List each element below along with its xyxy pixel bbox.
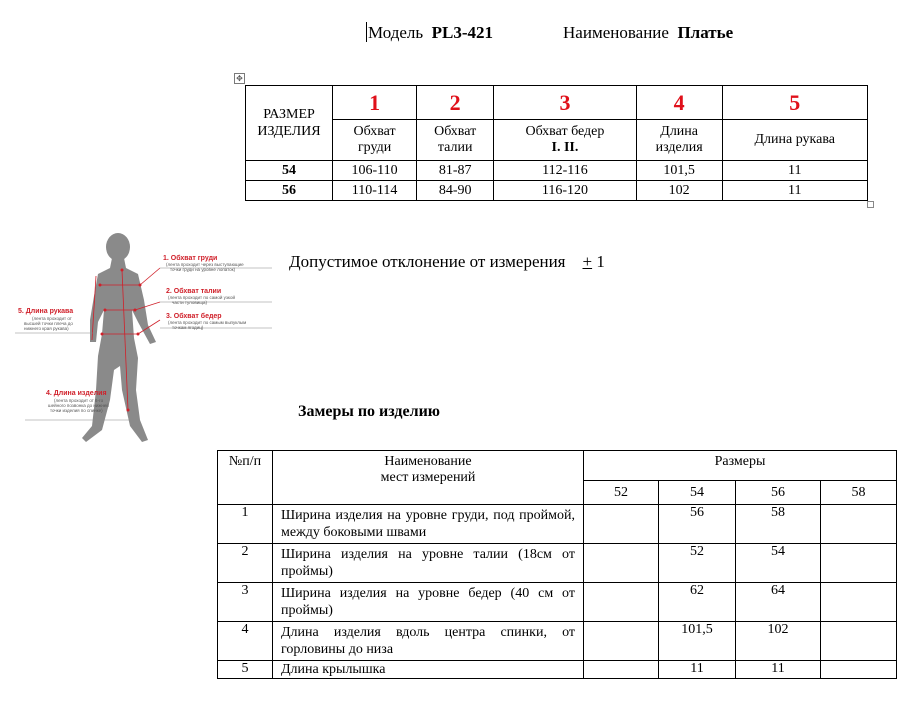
col-label-sleeve: Длина рукава xyxy=(722,120,868,161)
size-row xyxy=(246,161,868,181)
svg-text:точки изделия по спинке): точки изделия по спинке) xyxy=(50,408,103,413)
measurement-figure xyxy=(10,230,280,450)
col-number-5: 5 xyxy=(722,86,868,120)
svg-text:высшей точки плеча до: высшей точки плеча до xyxy=(24,321,73,326)
value-cell: 106-110 xyxy=(333,161,417,181)
value-cell: 102 xyxy=(636,181,722,201)
size-cell: 56 xyxy=(246,181,333,201)
value-cell: 11 xyxy=(722,181,868,201)
value-cell: 81-87 xyxy=(417,161,494,181)
value-cell: 84-90 xyxy=(417,181,494,201)
value-cell: 116-120 xyxy=(494,181,637,201)
table-row: 4 Длина изделия вдоль центра спинки, от горловины до низа 101,5 102 xyxy=(218,622,897,661)
figure-label-sleeve: 5. Длина рукава xyxy=(18,308,74,315)
table-row: 2 Ширина изделия на уровне талии (18см от проймы) 52 54 xyxy=(218,544,897,583)
value-cell: 112-116 xyxy=(494,161,637,181)
model-label: Модель xyxy=(368,23,424,42)
col-sizes-header: Размеры xyxy=(584,451,897,481)
tolerance-value: 1 xyxy=(596,252,605,271)
document-header xyxy=(366,22,733,43)
col-number-4: 4 xyxy=(636,86,722,120)
col-number-3: 3 xyxy=(494,86,637,120)
col-num-header: №п/п xyxy=(218,451,273,505)
value-cell: 11 xyxy=(722,161,868,181)
svg-text:шейного позвонка до нижней: шейного позвонка до нижней xyxy=(48,403,109,408)
tolerance-note xyxy=(289,252,605,272)
size-col-52: 52 xyxy=(584,481,659,505)
text-cursor xyxy=(366,22,367,42)
svg-text:(лента проходит по самой узкой: (лента проходит по самой узкой xyxy=(168,295,235,300)
tolerance-text: Допустимое отклонение от измерения xyxy=(289,252,566,271)
col-label-hips: Обхват бедер I. II. xyxy=(494,120,637,161)
value-cell: 101,5 xyxy=(636,161,722,181)
tolerance-sign: + xyxy=(582,252,593,271)
col-label-waist: Обхват талии xyxy=(417,120,494,161)
col-label-chest: Обхват груди xyxy=(333,120,417,161)
size-col-56: 56 xyxy=(736,481,821,505)
col-label-length: Длина изделия xyxy=(636,120,722,161)
table-row: 5 Длина крылышка 11 11 xyxy=(218,661,897,679)
size-header-cell xyxy=(246,86,333,161)
size-header-line1: РАЗМЕР xyxy=(263,107,315,122)
svg-text:точки груди на уровне лопаток): точки груди на уровне лопаток) xyxy=(170,267,236,272)
name-label: Наименование xyxy=(563,23,669,42)
figure-label-length: 4. Длина изделия xyxy=(46,390,107,397)
table-move-handle-icon[interactable]: ✥ xyxy=(234,73,245,84)
size-row xyxy=(246,181,868,201)
svg-text:(лента проходит по самым выпук: (лента проходит по самым выпуклым xyxy=(168,320,247,325)
col-number-2: 2 xyxy=(417,86,494,120)
svg-text:(лента проходит через выступаю: (лента проходит через выступающие xyxy=(166,262,244,267)
value-cell: 110-114 xyxy=(333,181,417,201)
svg-text:(лента проходит от: (лента проходит от xyxy=(32,316,72,321)
col-number-1: 1 xyxy=(333,86,417,120)
model-value: PL3-421 xyxy=(431,23,494,42)
table-row: 3 Ширина изделия на уровне бедер (40 см от проймы) 62 64 xyxy=(218,583,897,622)
col-name-header: Наименование мест измерений xyxy=(273,451,584,505)
size-table xyxy=(245,85,868,201)
svg-text:точкам ягодиц): точкам ягодиц) xyxy=(172,325,204,330)
svg-text:части туловища): части туловища) xyxy=(172,300,207,305)
table-row: 1 Ширина изделия на уровне груди, под проймой, между боковыми швами 56 58 xyxy=(218,505,897,544)
size-col-58: 58 xyxy=(821,481,897,505)
figure-label-chest: 1. Обхват груди xyxy=(163,255,218,262)
size-header-line2: ИЗДЕЛИЯ xyxy=(257,124,321,139)
svg-text:(лента проходит от 6-го: (лента проходит от 6-го xyxy=(54,398,104,403)
svg-text:нижнего края рукава): нижнего края рукава) xyxy=(24,326,69,331)
size-cell: 54 xyxy=(246,161,333,181)
name-value: Платье xyxy=(677,23,734,42)
measurements-title: Замеры по изделию xyxy=(298,403,441,420)
figure-label-hips: 3. Обхват бедер xyxy=(166,313,222,320)
figure-label-waist: 2. Обхват талии xyxy=(166,288,222,295)
measurements-table xyxy=(217,450,897,679)
size-col-54: 54 xyxy=(659,481,736,505)
table-resize-handle[interactable] xyxy=(867,201,874,208)
